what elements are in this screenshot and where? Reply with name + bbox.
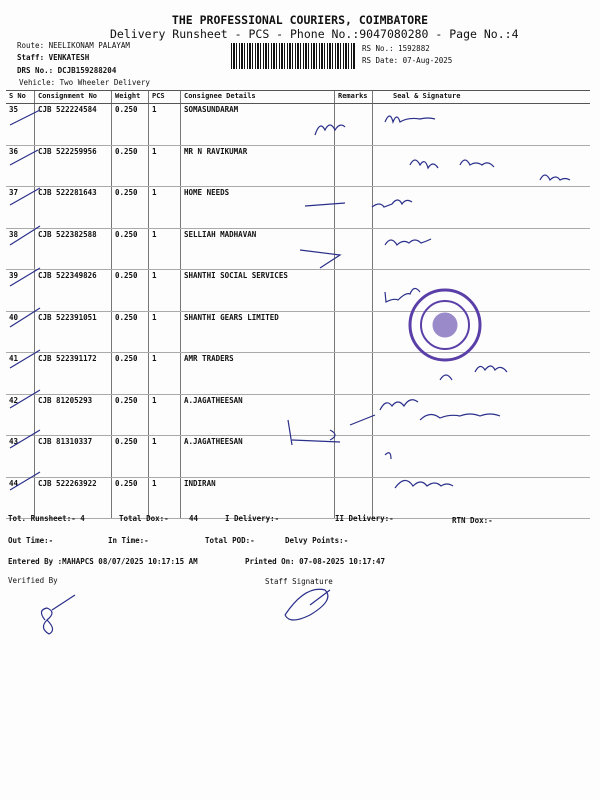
cell-cn: CJB 522224584 xyxy=(35,104,112,146)
cell-wt: 0.250 xyxy=(112,311,149,353)
cell-cn: CJB 522281643 xyxy=(35,187,112,229)
total-pod: Total POD:- xyxy=(205,536,255,545)
cell-pcs: 1 xyxy=(149,270,181,312)
cell-wt: 0.250 xyxy=(112,394,149,436)
cell-name: SELLIAH MADHAVAN xyxy=(181,228,335,270)
col-consignment: Consignment No xyxy=(35,91,112,104)
in-time: In Time:- xyxy=(108,536,149,545)
cell-wt: 0.250 xyxy=(112,353,149,395)
tot-runsheet: Tot. Runsheet:- 4 xyxy=(8,514,85,523)
cell-name: AMR TRADERS xyxy=(181,353,335,395)
cell-wt: 0.250 xyxy=(112,436,149,478)
cell-name: SHANTHI SOCIAL SERVICES xyxy=(181,270,335,312)
col-pcs: PCS xyxy=(149,91,181,104)
ii-delivery: II Delivery:- xyxy=(335,514,394,523)
cell-sno: 42 xyxy=(6,394,35,436)
rtn-dox: RTN Dox:- xyxy=(452,516,493,525)
cell-cn: CJB 81205293 xyxy=(35,394,112,436)
cell-name: A.JAGATHEESAN xyxy=(181,436,335,478)
out-time: Out Time:- xyxy=(8,536,54,545)
cell-wt: 0.250 xyxy=(112,270,149,312)
col-remarks: Remarks xyxy=(335,91,373,104)
i-delivery: I Delivery:- xyxy=(225,514,280,523)
cell-sno: 35 xyxy=(6,104,35,146)
cell-pcs: 1 xyxy=(149,311,181,353)
cell-pcs: 1 xyxy=(149,436,181,478)
cell-pcs: 1 xyxy=(149,353,181,395)
entered-by: Entered By :MAHAPCS 08/07/2025 10:17:15 AM xyxy=(8,557,198,566)
cell-pcs: 1 xyxy=(149,228,181,270)
cell-sno: 36 xyxy=(6,145,35,187)
company-seal xyxy=(410,290,480,360)
col-weight: Weight xyxy=(112,91,149,104)
cell-name: INDIRAN xyxy=(181,477,335,519)
route: Route: NEELIKONAM PALAYAM xyxy=(17,41,130,50)
cell-wt: 0.250 xyxy=(112,228,149,270)
vehicle: Vehicle: Two Wheeler Delivery xyxy=(19,78,150,87)
cell-sno: 37 xyxy=(6,187,35,229)
drs-no: DRS No.: DCJB159288204 xyxy=(17,66,117,75)
cell-cn: CJB 81310337 xyxy=(35,436,112,478)
cell-cn: CJB 522349826 xyxy=(35,270,112,312)
staff-signature: Staff Signature xyxy=(265,577,333,586)
cell-pcs: 1 xyxy=(149,187,181,229)
cell-sno: 40 xyxy=(6,311,35,353)
cell-cn: CJB 522391172 xyxy=(35,353,112,395)
cell-pcs: 1 xyxy=(149,477,181,519)
cell-pcs: 1 xyxy=(149,394,181,436)
rs-no: RS No.: 1592882 xyxy=(362,44,430,53)
cell-wt: 0.250 xyxy=(112,145,149,187)
cell-sno: 44 xyxy=(6,477,35,519)
printed-on: Printed On: 07-08-2025 10:17:47 xyxy=(245,557,385,566)
total-dox-value: 44 xyxy=(189,514,199,523)
cell-wt: 0.250 xyxy=(112,187,149,229)
staff: Staff: VENKATESH xyxy=(17,53,90,62)
col-sno: S No xyxy=(6,91,35,104)
cell-cn: CJB 522391051 xyxy=(35,311,112,353)
cell-cn: CJB 522382588 xyxy=(35,228,112,270)
cell-pcs: 1 xyxy=(149,104,181,146)
cell-wt: 0.250 xyxy=(112,104,149,146)
col-consignee: Consignee Details xyxy=(181,91,335,104)
cell-sno: 41 xyxy=(6,353,35,395)
cell-name: MR N RAVIKUMAR xyxy=(181,145,335,187)
delvy-points: Delvy Points:- xyxy=(285,536,349,545)
cell-name: A.JAGATHEESAN xyxy=(181,394,335,436)
col-seal: Seal & Signature xyxy=(373,91,591,104)
cell-name: SOMASUNDARAM xyxy=(181,104,335,146)
runsheet-subtitle: Delivery Runsheet - PCS - Phone No.:9047080280 - Page No.:4 xyxy=(110,27,519,41)
cell-sno: 39 xyxy=(6,270,35,312)
cell-wt: 0.250 xyxy=(112,477,149,519)
rs-date: RS Date: 07-Aug-2025 xyxy=(362,56,453,65)
cell-sno: 38 xyxy=(6,228,35,270)
verified-by: Verified By xyxy=(8,576,58,585)
company-title: THE PROFESSIONAL COURIERS, COIMBATORE xyxy=(171,13,429,27)
cell-cn: CJB 522259956 xyxy=(35,145,112,187)
total-dox-label: Total Dox:- xyxy=(119,514,169,523)
cell-name: HOME NEEDS xyxy=(181,187,335,229)
cell-name: SHANTHI GEARS LIMITED xyxy=(181,311,335,353)
cell-cn: CJB 522263922 xyxy=(35,477,112,519)
cell-pcs: 1 xyxy=(149,145,181,187)
cell-sno: 43 xyxy=(6,436,35,478)
